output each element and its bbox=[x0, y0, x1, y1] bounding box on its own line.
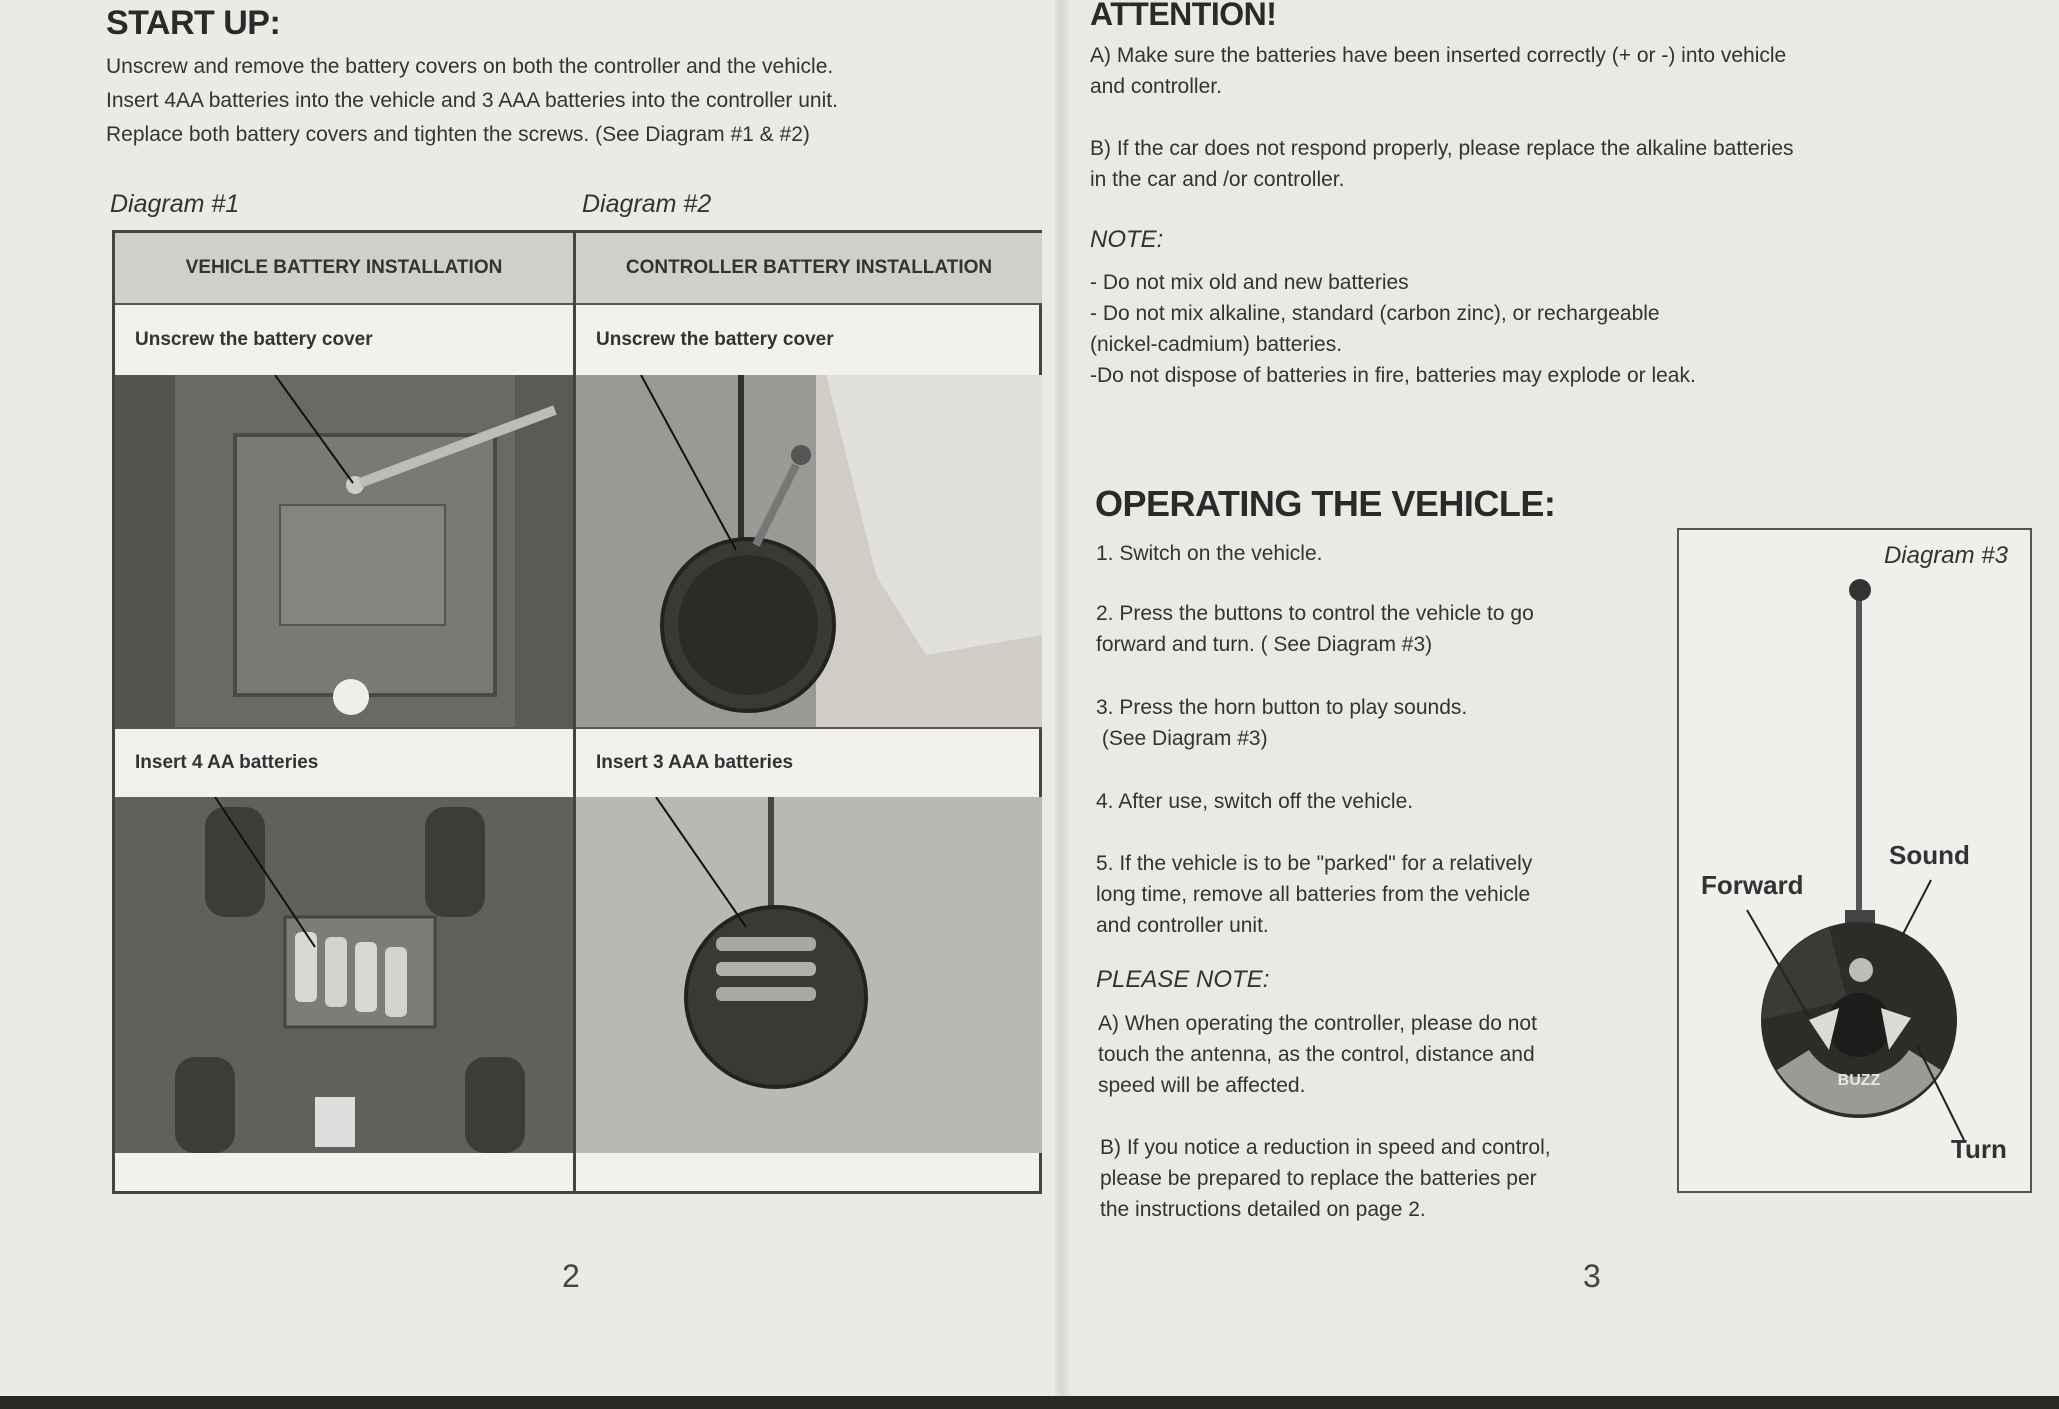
text-line: B) If you notice a reduction in speed and control, bbox=[1100, 1136, 1551, 1159]
text-line: 3. Press the horn button to play sounds. bbox=[1096, 696, 1468, 719]
text-line: and controller unit. bbox=[1096, 914, 1269, 937]
text-line: 2. Press the buttons to control the vehicle to go bbox=[1096, 602, 1534, 625]
battery-installation-table bbox=[112, 230, 1042, 1194]
vehicle-unscrew-photo bbox=[115, 375, 573, 727]
bottom-edge bbox=[0, 1396, 2059, 1409]
intro-line: Replace both battery covers and tighten the screws. (See Diagram #1 & #2) bbox=[106, 123, 810, 146]
please-note-a bbox=[1098, 1008, 1537, 1101]
vehicle-unscrew-illustration bbox=[115, 375, 573, 727]
intro-line: Unscrew and remove the battery covers on both the controller and the vehicle. bbox=[106, 55, 834, 78]
text-line: - Do not mix alkaline, standard (carbon zinc), or rechargeable bbox=[1090, 302, 1660, 325]
text-line: (See Diagram #3) bbox=[1096, 727, 1268, 750]
attention-heading: ATTENTION! bbox=[1090, 0, 1277, 32]
controller-insert-illustration bbox=[576, 797, 1042, 1153]
vehicle-insert-illustration bbox=[115, 797, 573, 1153]
vehicle-column-header: VEHICLE BATTERY INSTALLATION bbox=[115, 233, 573, 305]
startup-intro bbox=[106, 50, 1006, 152]
step-5 bbox=[1096, 848, 1532, 941]
text-line: (nickel-cadmium) batteries. bbox=[1090, 333, 1343, 356]
controller-insert-photo bbox=[576, 797, 1042, 1153]
text-line: A) When operating the controller, please do not bbox=[1098, 1012, 1537, 1035]
controller-column bbox=[576, 233, 1042, 1191]
text-line: forward and turn. ( See Diagram #3) bbox=[1096, 633, 1433, 656]
vehicle-step1-caption: Unscrew the battery cover bbox=[135, 329, 373, 350]
attention-a bbox=[1090, 40, 1786, 102]
text-line: in the car and /or controller. bbox=[1090, 168, 1345, 191]
controller-step2-caption: Insert 3 AAA batteries bbox=[576, 727, 1042, 797]
step-1: 1. Switch on the vehicle. bbox=[1096, 542, 1323, 565]
controller-unscrew-illustration bbox=[576, 375, 1042, 727]
controller-logo-text: BUZZ bbox=[1837, 1072, 1881, 1089]
text-line: A) Make sure the batteries have been inserted correctly (+ or -) into vehicle bbox=[1090, 44, 1787, 67]
diagram3-box bbox=[1677, 528, 2032, 1193]
text-line: and controller. bbox=[1090, 75, 1222, 98]
diagram3-title: Diagram #3 bbox=[1883, 542, 2008, 569]
controller-unscrew-photo bbox=[576, 375, 1042, 727]
text-line: -Do not dispose of batteries in fire, batteries may explode or leak. bbox=[1090, 364, 1696, 387]
vehicle-insert-photo bbox=[115, 797, 573, 1153]
intro-line: Insert 4AA batteries into the vehicle and 3 AAA batteries into the controller unit. bbox=[106, 89, 838, 112]
step-3 bbox=[1096, 692, 1467, 754]
startup-heading: START UP: bbox=[106, 4, 281, 42]
text-line: speed will be affected. bbox=[1098, 1074, 1306, 1097]
text-line: 5. If the vehicle is to be "parked" for a relatively bbox=[1096, 852, 1533, 875]
page-number-3: 3 bbox=[1583, 1258, 1601, 1294]
text-line: B) If the car does not respond properly, please replace the alkaline batteries bbox=[1090, 137, 1794, 160]
page-fold bbox=[1055, 0, 1069, 1400]
step-2 bbox=[1096, 598, 1534, 660]
operating-heading: OPERATING THE VEHICLE: bbox=[1095, 483, 1556, 524]
text-line: the instructions detailed on page 2. bbox=[1100, 1198, 1426, 1221]
vehicle-step2-caption: Insert 4 AA batteries bbox=[115, 727, 573, 797]
sound-label: Sound bbox=[1889, 840, 1970, 870]
text-line: - Do not mix old and new batteries bbox=[1090, 271, 1409, 294]
diagram2-label: Diagram #2 bbox=[582, 190, 712, 218]
note-heading: NOTE: bbox=[1090, 226, 1164, 253]
forward-label: Forward bbox=[1701, 870, 1804, 900]
text-line: touch the antenna, as the control, distance and bbox=[1098, 1043, 1535, 1066]
text-line: please be prepared to replace the batteries per bbox=[1100, 1167, 1537, 1190]
vehicle-column bbox=[115, 233, 576, 1191]
text-line: long time, remove all batteries from the vehicle bbox=[1096, 883, 1531, 906]
note-list bbox=[1090, 267, 1696, 391]
diagram1-label: Diagram #1 bbox=[110, 190, 240, 218]
attention-b bbox=[1090, 133, 1794, 195]
page-number-2: 2 bbox=[562, 1258, 580, 1294]
controller-step1-caption: Unscrew the battery cover bbox=[596, 329, 834, 350]
controller-column-header: CONTROLLER BATTERY INSTALLATION bbox=[576, 233, 1042, 305]
step-4: 4. After use, switch off the vehicle. bbox=[1096, 790, 1414, 813]
please-note-b bbox=[1100, 1132, 1551, 1225]
turn-label: Turn bbox=[1951, 1134, 2007, 1164]
controller-illustration bbox=[1679, 530, 2030, 1191]
please-note-heading: PLEASE NOTE: bbox=[1096, 966, 1270, 993]
